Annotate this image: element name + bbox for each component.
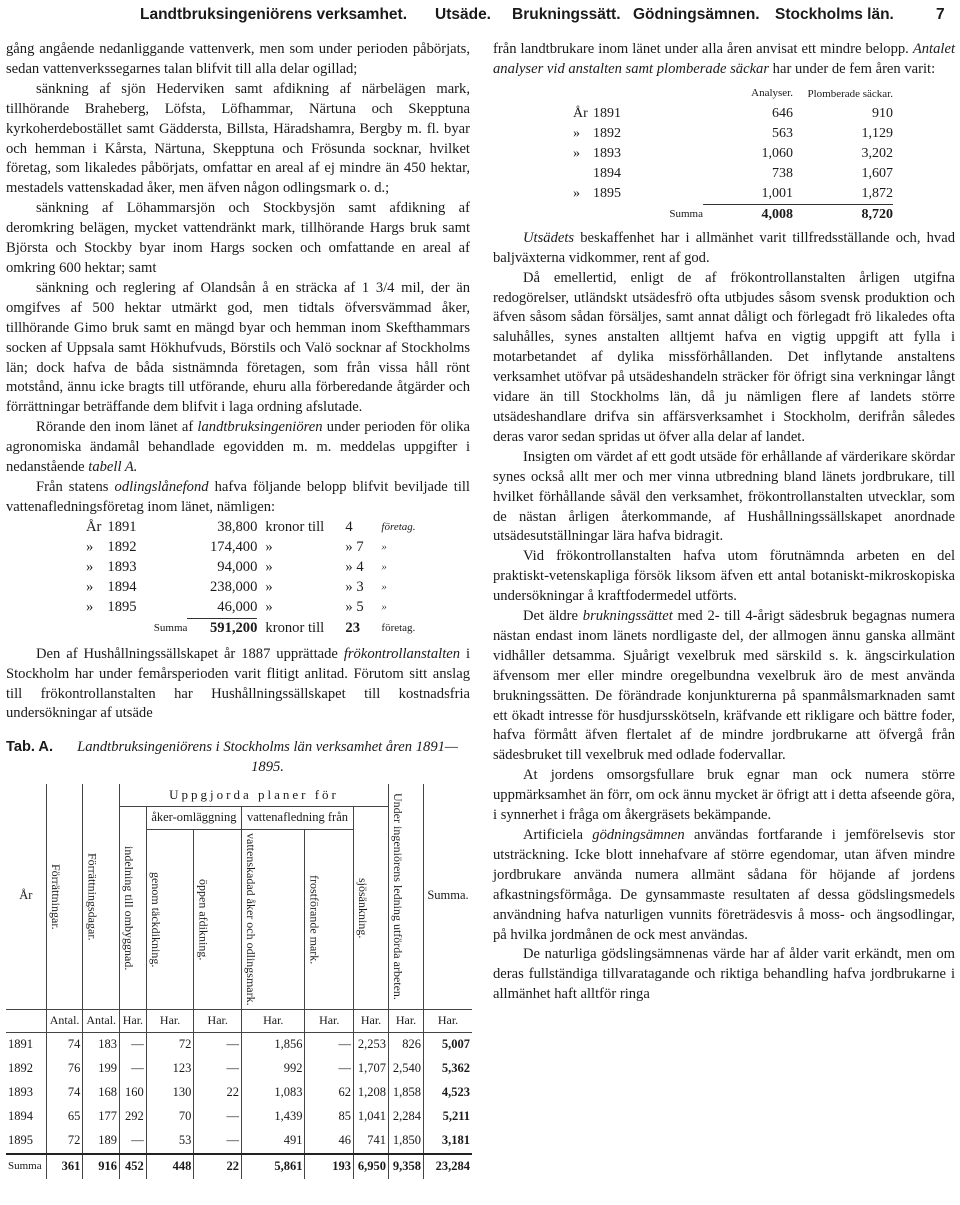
analysis-year: 1893 xyxy=(593,145,621,161)
loans-table xyxy=(86,518,416,639)
loan-row xyxy=(86,598,416,619)
sum-cell: 22 xyxy=(194,1154,242,1179)
analysis-sum-label: Summa xyxy=(669,207,703,220)
row-year: 1892 xyxy=(8,1060,33,1075)
analysis-row xyxy=(573,144,893,164)
loan-amount: 38,800 xyxy=(217,518,258,535)
paragraph: gång angående nedanliggande vattenverk, men som under perioden påbörjats, sedan vattenverkssegarnes talan blifvit till alla delar ogillad; xyxy=(6,41,470,77)
paragraph: sänkning af Löhammarsjön och Stockbysjön samt afdikning af deromkring belägen, mycket vattendränkt mark, tillhörande Hargs bruk samt Björsta och Stockby byar inom Hargs socken och omfattande en areal af omkring 600 hektar; samt xyxy=(6,200,470,276)
loan-row xyxy=(86,538,416,558)
sack-count: 1,872 xyxy=(861,185,893,201)
sum-label: Summa xyxy=(6,1154,46,1179)
analyses-table xyxy=(573,84,893,225)
col-year: År xyxy=(6,784,46,1009)
table-a xyxy=(6,784,472,1178)
table-cell: 183 xyxy=(83,1032,120,1057)
table-cell: 2,540 xyxy=(389,1057,424,1081)
sum-cell: 193 xyxy=(305,1154,354,1179)
col-forrattningar: Förrättningar. xyxy=(48,863,63,930)
table-cell: — xyxy=(305,1032,354,1057)
col-group-vatten: vattenafledning från xyxy=(242,807,354,830)
row-year: 1894 xyxy=(8,1108,33,1123)
table-cell: 5,362 xyxy=(424,1057,473,1081)
table-cell: 2,253 xyxy=(354,1032,389,1057)
loan-amount: 174,400 xyxy=(209,538,258,555)
table-cell: 4,523 xyxy=(424,1081,473,1105)
loan-row xyxy=(86,558,416,578)
loan-year: 1893 xyxy=(107,558,137,575)
table-cell: 1,083 xyxy=(242,1081,305,1105)
col-forrattningsdagar: Förrättningsdagar. xyxy=(85,852,100,941)
analysis-prefix: » xyxy=(573,125,580,141)
paragraph: Då emellertid, enligt de af frökontrollanstalten årligen utgifna redogörelser, utländskt utsädesfrö ofta utbjudes såsom svensk produktion och äfven såsom sådan försäljes, samt annat dåligt och förlegadt frö likaledes ofta saluhålles, synes anstalten alltjemt hafva en vigtig uppgift att fylla i motarbetandet af dylika missförhållanden. Det inflytande anstaltens verksamhet utöfvar på utsädeshandeln sträcker för öfrigt sina verkningar långt vidare än till Stockholms län, då ju nämligen flere af landets större utsädeshandlare drifva sin affärsverksamhet i Stockholm, derifrån således deras varor sedan spridas ut öfver alla delar af landet. xyxy=(493,269,955,445)
table-label: Tab. A. xyxy=(6,739,54,756)
analysis-sum: 4,008 xyxy=(703,204,793,225)
unit-label: Har. xyxy=(242,1009,305,1032)
analysis-year: 1894 xyxy=(593,165,621,181)
sum-cell: 9,358 xyxy=(389,1154,424,1179)
table-cell: — xyxy=(194,1105,242,1129)
analysis-year: 1892 xyxy=(593,125,621,141)
loan-unit: » xyxy=(265,599,273,616)
table-title: Landtbruksingeniörens i Stockholms län verksamhet åren 1891—1895. xyxy=(77,739,458,776)
sum-cell: 916 xyxy=(83,1154,120,1179)
paragraph: Från statens odlingslånefond hafva följande belopp blifvit beviljade till vattenafledningsföretag inom länet, nämligen: xyxy=(6,478,470,515)
table-cell: 189 xyxy=(83,1129,120,1154)
table-cell: 70 xyxy=(146,1105,194,1129)
table-cell: — xyxy=(194,1057,242,1081)
table-row xyxy=(6,1105,472,1129)
loan-year: 1892 xyxy=(107,538,137,555)
table-cell: — xyxy=(305,1057,354,1081)
analysis-row xyxy=(573,124,893,144)
unit-label: Har. xyxy=(146,1009,194,1032)
table-cell: — xyxy=(120,1032,147,1057)
analysis-prefix: » xyxy=(573,186,580,202)
loan-unit: » xyxy=(265,538,273,555)
loan-label: » xyxy=(381,560,387,573)
table-cell: 160 xyxy=(120,1081,147,1105)
loan-label: » xyxy=(381,580,387,593)
paragraph: At jordens omsorgsfullare bruk egnar man ock numera större uppmärksamhet än förr, om ock ännu mycket är öfrigt att i detta afseende göra, i synnerhet i fråga om åkergräsets bekämpande. xyxy=(493,767,955,824)
loan-unit: » xyxy=(265,558,273,575)
unit-label: Antal. xyxy=(83,1009,120,1032)
loan-count: 4 xyxy=(345,518,353,535)
paragraph: sänkning och reglering af Olandsån å en sträcka af 1 3/4 mil, der än omgifves af 500 hektar utmärkt god, men tidtals öfversvämmad åker, tillhörande Gimo bruk samt en mängd byar och hemman inom Skefthammars socken af Uppsala samt Hökhufvuds, Börstils och Valö socknar af Stockholms län; dock hafva de båda sistnämnda företagen, som från vissa håll rönt motstånd, ännu icke bragts till utförande, ehuru alla förberedande åtgärder och förrättningar beträffande dem blifvit i laga ordning afslutade. xyxy=(6,279,470,416)
table-row xyxy=(6,1081,472,1105)
col-plomberade: Plomberade säckar. xyxy=(807,87,893,100)
sum-cell: 6,950 xyxy=(354,1154,389,1179)
loan-amount: 94,000 xyxy=(217,558,258,575)
page-number: 7 xyxy=(936,6,945,23)
sack-count: 3,202 xyxy=(861,145,893,161)
header-region: Stockholms län. xyxy=(775,6,894,23)
loan-count: » 5 xyxy=(345,599,364,616)
loan-row xyxy=(86,518,416,538)
loan-amount: 46,000 xyxy=(217,598,258,615)
table-cell: 130 xyxy=(146,1081,194,1105)
col-indelning: indelning till ombyggnad. xyxy=(122,845,137,971)
sack-count: 910 xyxy=(872,105,893,121)
loan-prefix: År xyxy=(86,518,102,535)
loan-unit: » xyxy=(265,578,273,595)
table-a-caption xyxy=(6,738,470,778)
col-group-aker: åker-omläggning xyxy=(146,807,241,830)
table-cell: 46 xyxy=(305,1129,354,1154)
loan-sum-label: Summa xyxy=(153,621,188,634)
header-topic-2: Brukningssätt. xyxy=(512,6,621,23)
table-cell: 76 xyxy=(46,1057,83,1081)
table-cell: 199 xyxy=(83,1057,120,1081)
table-cell: 5,211 xyxy=(424,1105,473,1129)
analysis-year: 1891 xyxy=(593,105,621,121)
col-analyser: Analyser. xyxy=(751,86,793,99)
table-cell: — xyxy=(194,1129,242,1154)
table-cell: 72 xyxy=(146,1032,194,1057)
sum-cell: 448 xyxy=(146,1154,194,1179)
loan-prefix: » xyxy=(86,599,94,616)
loan-unit: kronor till xyxy=(265,518,325,535)
col-tackdikning: genom täckdikning. xyxy=(148,871,163,967)
table-cell: 741 xyxy=(354,1129,389,1154)
col-sjosankning: sjösänkning. xyxy=(356,877,370,939)
col-summa: Summa. xyxy=(424,784,473,1009)
paragraph: Insigten om värdet af ett godt utsäde för erhållande af värderikare skördar synes också allt mer och mer vinna utbredning bland länets jordbrukare, till hvilket förhållande såväl den verksamhet, frökontrollanstalten utvecklar, som de nästan årligen återkommande, af Hushållningssällskapet anordnade utsädesutställningar lära hafva bidragit. xyxy=(493,448,955,545)
table-cell: 826 xyxy=(389,1032,424,1057)
loan-count: » 7 xyxy=(345,538,364,555)
table-cell: 123 xyxy=(146,1057,194,1081)
analysis-row xyxy=(573,164,893,184)
loan-label: » xyxy=(381,601,387,614)
units-row xyxy=(6,1009,472,1032)
unit-label: Har. xyxy=(424,1009,473,1032)
col-vattenskadad: vattenskadad åker och odlingsmark. xyxy=(244,833,259,1006)
loan-sum-count: 23 xyxy=(345,619,360,636)
unit-label: Har. xyxy=(305,1009,354,1032)
table-cell: 72 xyxy=(46,1129,83,1154)
analysis-count: 563 xyxy=(772,125,793,141)
sum-cell: 5,861 xyxy=(242,1154,305,1179)
loan-row xyxy=(86,578,416,598)
sum-cell: 452 xyxy=(120,1154,147,1179)
loan-label: företag. xyxy=(381,520,416,533)
paragraph: Det äldre brukningssättet med 2- till 4-årigt sädesbruk begagnas numera nästan endast inom länets nordligaste del, der allmogen ännu ganska allmänt vidhåller detsamma. Sjuårigt vexelbruk med särskild s. k. ängscirkulation äfvensom mer eller mindre oregelbundna vexelbruk äro de mest använda brukningssätten. De förändrade konjunkturerna på spanmålsmarknaden samt ett ökadt intresse för husdjursskötseln, kräfvande ett rikligare och bättre foder, hafva förmått äfven flertalet af de mindre jordbrukarne att öfvergå från sädesbruket till vexelbruk med odlade fodervallar. xyxy=(493,608,955,764)
table-cell: 74 xyxy=(46,1032,83,1057)
unit-label: Har. xyxy=(120,1009,147,1032)
table-cell: 5,007 xyxy=(424,1032,473,1057)
table-cell: 65 xyxy=(46,1105,83,1129)
sum-row xyxy=(6,1154,472,1179)
table-cell: 74 xyxy=(46,1081,83,1105)
sum-cell: 361 xyxy=(46,1154,83,1179)
loan-sum-tail: företag. xyxy=(381,621,416,634)
sack-count: 1,607 xyxy=(861,165,893,181)
loan-year: 1895 xyxy=(107,599,137,616)
loan-label: » xyxy=(381,540,387,553)
table-row xyxy=(6,1129,472,1154)
loan-prefix: » xyxy=(86,558,94,575)
paragraph: Vid frökontrollanstalten hafva utom förutnämnda arbeten en del praktiskt-vetenskapliga försök liksom äfven ett antal botaniskt-mikroskopiska undersökningar å kraftfodermedel utförts. xyxy=(493,548,955,605)
table-cell: 177 xyxy=(83,1105,120,1129)
analysis-prefix xyxy=(573,164,593,184)
table-cell: — xyxy=(194,1032,242,1057)
table-cell: 2,284 xyxy=(389,1105,424,1129)
row-year: 1895 xyxy=(8,1132,33,1147)
table-row xyxy=(6,1032,472,1057)
left-column xyxy=(6,40,470,1179)
table-cell: — xyxy=(120,1129,147,1154)
analysis-year: 1895 xyxy=(593,186,621,202)
table-cell: 1,850 xyxy=(389,1129,424,1154)
table-cell: — xyxy=(120,1057,147,1081)
paragraph: Artificiela gödningsämnen användas fortfarande i jemförelsevis stor utsträckning. Icke blott innehafvare af större egendomar, utan äfven mindre jordbrukare använda numera allmänt sådana för höjande af jordens afkastningsförmåga. De gynsammaste resultaten af dessa gödslingsmedels användning hafva naturligen vunnits företrädesvis å moss- och ängsodlingar, på hvilka jordmånen de ock mest användas. xyxy=(493,827,955,943)
sum-cell: 23,284 xyxy=(424,1154,473,1179)
table-cell: 491 xyxy=(242,1129,305,1154)
paragraph: sänkning af sjön Hederviken samt afdikning af närbelägen mark, tillhörande Braheberg, Löfsta, Löfhammar, Närtuna och Skepptuna kyrkoherdebostället samt Gäddersta, Billsta, Häradshamra, Bergby m. fl. byar och hemman i Kårsta, Närtuna, Skepptuna och Frösunda socknar, hvilket företag, som likaledes påbörjats, omfattar en areal af ej mindre än 450 hektar, mestadels vattenskadad åker, men äfven någon odlingsmark o. d.; xyxy=(6,80,470,197)
analysis-sum-row xyxy=(573,204,893,225)
loan-count: » 3 xyxy=(345,578,364,595)
loan-count: » 4 xyxy=(345,558,364,575)
table-cell: 1,439 xyxy=(242,1105,305,1129)
loan-amount: 238,000 xyxy=(209,578,258,595)
right-column xyxy=(493,40,955,1005)
table-cell: 1,707 xyxy=(354,1057,389,1081)
analysis-count: 646 xyxy=(772,105,793,121)
table-cell: 992 xyxy=(242,1057,305,1081)
col-oppen-afdikning: öppen afdikning. xyxy=(196,878,211,960)
running-header xyxy=(140,6,950,28)
table-row xyxy=(6,1057,472,1081)
table-cell: 62 xyxy=(305,1081,354,1105)
unit-label: Har. xyxy=(354,1009,389,1032)
analysis-count: 1,060 xyxy=(761,145,793,161)
loan-year: 1894 xyxy=(107,578,137,595)
loan-year: 1891 xyxy=(107,518,137,535)
paragraph: från landtbrukare inom länet under alla åren anvisat ett mindre belopp. Antalet analyser vid anstalten samt plomberade säckar har under de fem åren varit: xyxy=(493,41,955,77)
header-title: Landtbruksingeniörens verksamhet. xyxy=(140,6,408,23)
table-cell: 3,181 xyxy=(424,1129,473,1154)
table-cell: 168 xyxy=(83,1081,120,1105)
paragraph: Utsädets beskaffenhet har i allmänhet varit tillfredsställande och, hvad baljväxterna vidkommer, rent af god. xyxy=(493,229,955,266)
analysis-row xyxy=(573,104,893,124)
table-cell: 1,208 xyxy=(354,1081,389,1105)
analysis-prefix: År xyxy=(573,105,588,121)
header-topic-3: Gödningsämnen. xyxy=(633,6,760,23)
sack-count: 1,129 xyxy=(861,125,893,141)
analysis-count: 738 xyxy=(772,165,793,181)
table-cell: 53 xyxy=(146,1129,194,1154)
col-group-uppgjorda: Uppgjorda planer för xyxy=(120,784,389,806)
unit-label: Har. xyxy=(194,1009,242,1032)
table-cell: 1,858 xyxy=(389,1081,424,1105)
table-cell: 1,041 xyxy=(354,1105,389,1129)
unit-label: Antal. xyxy=(46,1009,83,1032)
table-cell: 85 xyxy=(305,1105,354,1129)
analysis-count: 1,001 xyxy=(761,185,793,201)
col-under-ledning: Under ingeniörens ledning utförda arbeten. xyxy=(391,792,405,1000)
loan-prefix: » xyxy=(86,578,94,595)
analysis-row xyxy=(573,184,893,205)
unit-label: Har. xyxy=(389,1009,424,1032)
analysis-prefix: » xyxy=(573,145,580,161)
table-cell: 292 xyxy=(120,1105,147,1129)
row-year: 1893 xyxy=(8,1084,33,1099)
table-cell: 22 xyxy=(194,1081,242,1105)
paragraph: Den af Hushållningssällskapet år 1887 upprättade frökontrollanstalten i Stockholm har under femårsperioden varit flitigt anlitad. Förutom sitt anslag till frökontrollanstalten har Hushållningssällskapet till kostnadsfria undersökningar af utsäde xyxy=(6,645,470,722)
row-year: 1891 xyxy=(8,1036,33,1051)
sack-sum: 8,720 xyxy=(793,204,893,225)
table-cell: 1,856 xyxy=(242,1032,305,1057)
col-frostforande: frostförande mark. xyxy=(307,874,322,964)
paragraph: Rörande den inom länet af landtbruksingeniören under perioden för olika agronomiska ändamål behandlade egovidden m. m. meddelas uppgifter i nedanstående tabell A. xyxy=(6,419,470,476)
header-topic-1: Utsäde. xyxy=(435,6,491,23)
loan-prefix: » xyxy=(86,538,94,555)
loan-sum-amount: 591,200 xyxy=(187,618,257,639)
loan-sum-unit: kronor till xyxy=(265,619,325,636)
loan-sum-row xyxy=(86,618,416,639)
paragraph: De naturliga gödslingsämnenas värde har af ålder varit erkändt, men om deras fullständiga tillvaratagande och riktiga behandling hafva jordbrukarne i allmänhet haft alltför ringa xyxy=(493,946,955,1003)
